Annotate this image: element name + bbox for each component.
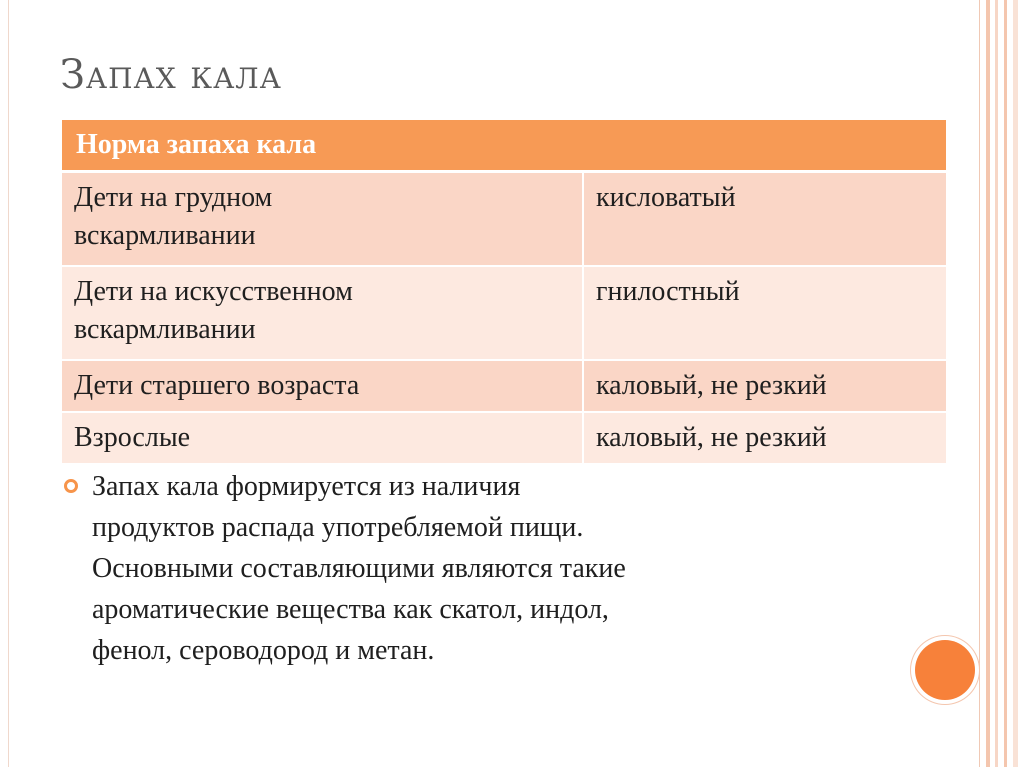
table-row [62, 172, 946, 267]
table-cell-category: Дети старшего возраста [62, 360, 583, 412]
cell-text: Дети на искусственном [74, 276, 353, 307]
decorative-stripe [1004, 0, 1007, 767]
cell-text: вскармливании [74, 220, 256, 251]
bullet-line: Запах кала формируется из наличия [92, 471, 521, 502]
ring-bullet-icon [64, 479, 78, 493]
table-cell-category: Взрослые [62, 412, 583, 464]
decorative-stripe [995, 0, 998, 767]
bullet-line: продуктов распада употребляемой пищи. [92, 512, 584, 543]
table-row [62, 412, 946, 464]
bullet-line: ароматические вещества как скатол, индол, [92, 594, 609, 625]
cell-text: Дети на грудном [74, 182, 273, 213]
slide-title: Запах кала [60, 52, 282, 98]
table-cell-value: каловый, не резкий [583, 360, 946, 412]
table-header-row [62, 120, 946, 172]
table-cell-category [62, 266, 583, 360]
bullet-text [92, 466, 864, 671]
table-cell-value: каловый, не резкий [583, 412, 946, 464]
table-row [62, 266, 946, 360]
bullet-line: фенол, сероводород и метан. [92, 635, 435, 666]
table-cell-value: гнилостный [583, 266, 946, 360]
bullet-paragraph [64, 466, 864, 671]
table-header: Норма запаха кала [62, 120, 946, 172]
decorative-stripe [1013, 0, 1018, 767]
table-cell-value: кисловатый [583, 172, 946, 267]
odor-norm-table [62, 120, 946, 465]
decorative-stripe [986, 0, 990, 767]
table-cell-category [62, 172, 583, 267]
table-row [62, 360, 946, 412]
cell-text: вскармливании [74, 314, 256, 345]
bullet-line: Основными составляющими являются такие [92, 553, 626, 584]
decorative-circle [915, 640, 975, 700]
